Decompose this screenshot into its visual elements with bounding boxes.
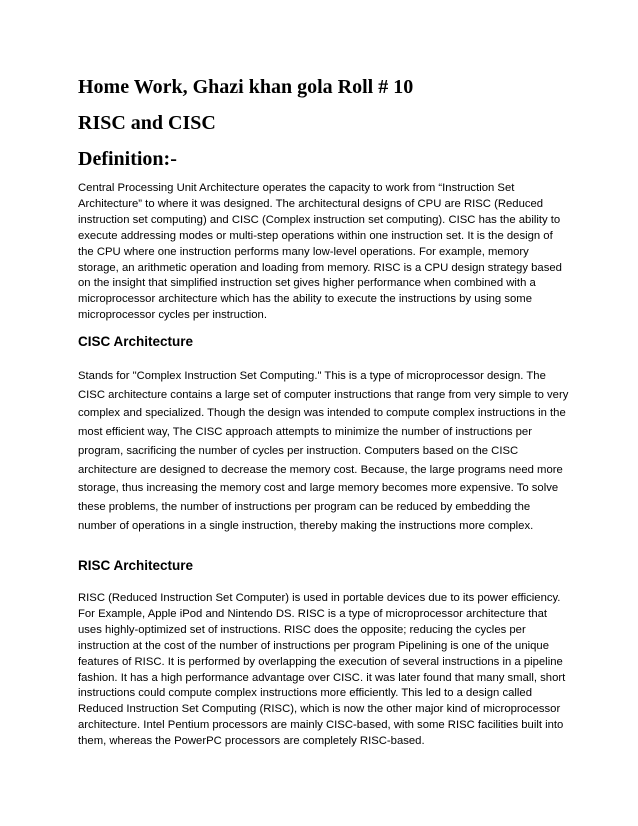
risc-architecture-paragraph: RISC (Reduced Instruction Set Computer) is used in portable devices due to its power efficiency. For Example, Apple iPod and Nintendo DS. RISC is a type of microprocessor architecture that uses highly-optimized set of instructions. RISC does the opposite; reducing the cycles per instruction at the cost of the number of instructions per program Pipelining is one of the unique features of RISC. It is performed by overlapping the execution of several instructions in a pipeline fashion. It has a high performance advantage over CISC. it was later found that many small, short instructions could compute complex instructions more efficiently. This led to a design called Reduced Instruction Set Computing (RISC), which is now the other major kind of microprocessor architecture. Intel Pentium processors are mainly CISC-based, with some RISC facilities built into them, whereas the PowerPC processors are completely RISC-based. — [78, 592, 566, 748]
definition-paragraph: Central Processing Unit Architecture operates the capacity to work from “Instruction Set Architecture” to where it was designed. The architectural designs of CPU are RISC (Reduced instruction set computing) and CISC (Complex instruction set computing). CISC has the ability to execute addressing modes or multi-step operations within one instruction set. It is the design of the CPU where one instruction performs many low-level operations. For example, memory storage, an arithmetic operation and loading from memory. RISC is a CPU design strategy based on the insight that simplified instruction set gives higher performance when combined with a microprocessor architecture which has the ability to execute the instructions by using some microprocessor cycles per instruction. — [78, 182, 562, 322]
cisc-architecture-paragraph: Stands for "Complex Instruction Set Computing." This is a type of microprocessor design. The CISC architecture contains a large set of computer instructions that range from very simple to very complex and specialized. Though the design was intended to compute complex instructions in the most efficient way, The CISC approach attempts to minimize the number of instructions per program, sacrificing the number of cycles per instruction. Computers based on the CISC architecture are designed to decrease the memory cost. Because, the large programs need more storage, thus increasing the memory cost and large memory becomes more expensive. To solve these problems, the number of instructions per program can be reduced by embedding the number of operations in a single instruction, thereby making the instructions more complex. — [78, 370, 569, 532]
document-subtitle: RISC and CISC — [78, 112, 216, 134]
definition-heading: Definition:- — [78, 148, 177, 170]
cisc-architecture-heading: CISC Architecture — [78, 334, 194, 349]
risc-architecture-heading: RISC Architecture — [78, 558, 194, 573]
document-title: Home Work, Ghazi khan gola Roll # 10 — [78, 76, 414, 98]
